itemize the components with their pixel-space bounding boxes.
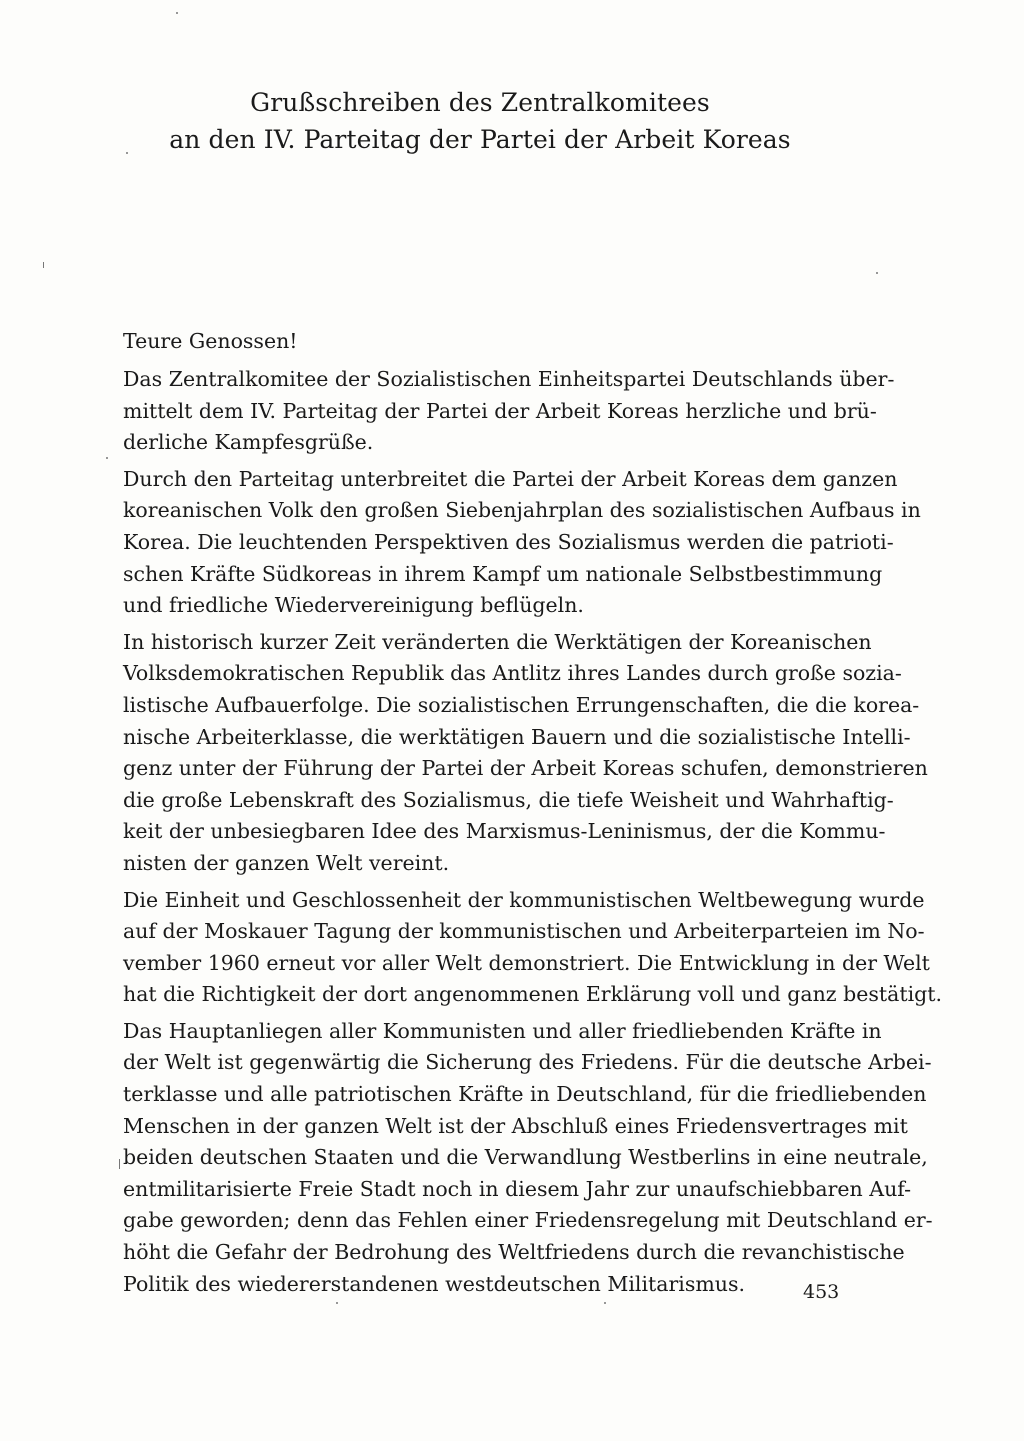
print-speck <box>176 12 178 14</box>
paragraph <box>123 364 895 459</box>
print-speck <box>106 457 108 459</box>
paragraphs <box>123 364 943 1300</box>
text-line: keit der unbesiegbaren Idee des Marxismus-Leninismus, der die Kommu- <box>123 819 886 844</box>
paragraph <box>123 627 928 880</box>
page-number: 453 <box>803 1281 840 1303</box>
text-line: terklasse und alle patriotischen Kräfte in Deutschland, für die friedliebenden <box>123 1082 927 1107</box>
text-line: Das Zentralkomitee der Sozialistischen Einheitspartei Deutschlands über- <box>123 367 895 391</box>
text-line: vember 1960 erneut vor aller Welt demonstriert. Die Entwicklung in der Welt <box>123 950 930 975</box>
text-line: der Welt ist gegenwärtig die Sicherung des Friedens. Für die deutsche Arbei- <box>123 1050 932 1075</box>
text-line: Volksdemokratischen Republik das Antlitz ihres Landes durch große sozia- <box>123 661 902 686</box>
text-line: Menschen in der ganzen Welt ist der Abschluß eines Friedensvertrages mit <box>123 1113 908 1138</box>
title-line: Grußschreiben des Zentralkomitees <box>250 88 710 117</box>
text-line: entmilitarisierte Freie Stadt noch in diesem Jahr zur unaufschiebbaren Auf- <box>123 1176 912 1201</box>
print-speck <box>604 1302 606 1304</box>
salutation: Teure Genossen! <box>123 329 298 353</box>
text-line: Durch den Parteitag unterbreitet die Partei der Arbeit Koreas dem ganzen <box>123 466 898 491</box>
text-line: koreanischen Volk den großen Siebenjahrplan des sozialistischen Aufbaus in <box>123 498 921 523</box>
document-title <box>160 84 800 158</box>
text-line: hat die Richtigkeit der dort angenommenen Erklärung voll und ganz bestätigt. <box>123 982 943 1007</box>
text-line: die große Lebenskraft des Sozialismus, die tiefe Weisheit und Wahrhaftig- <box>123 787 894 812</box>
text-line: beiden deutschen Staaten und die Verwandlung Westberlins in eine neutrale, <box>123 1145 928 1170</box>
print-speck <box>119 1159 120 1169</box>
print-speck <box>876 272 878 274</box>
text-line: höht die Gefahr der Bedrohung des Weltfriedens durch die revanchistische <box>123 1240 905 1265</box>
text-line: schen Kräfte Südkoreas in ihrem Kampf um nationale Selbstbestimmung <box>123 561 883 586</box>
text-line: Die Einheit und Geschlossenheit der kommunistischen Weltbewegung wurde <box>123 887 925 912</box>
text-line: nische Arbeiterklasse, die werktätigen Bauern und die sozialistische Intelli- <box>123 724 911 749</box>
text-line: gabe geworden; denn das Fehlen einer Friedensregelung mit Deutschland er- <box>123 1208 933 1233</box>
text-line: auf der Moskauer Tagung der kommunistischen und Arbeiterparteien im No- <box>123 919 925 944</box>
text-line: In historisch kurzer Zeit veränderten die Werktätigen der Koreanischen <box>123 629 872 654</box>
text-line: derliche Kampfesgrüße. <box>123 430 374 455</box>
text-line: und friedliche Wiedervereinigung beflügeln. <box>123 593 584 618</box>
document-body <box>123 325 943 1305</box>
text-line: mittelt dem IV. Parteitag der Partei der Arbeit Koreas herzliche und brü- <box>123 398 877 423</box>
text-line: genz unter der Führung der Partei der Arbeit Koreas schufen, demonstrieren <box>123 756 928 781</box>
title-line: an den IV. Parteitag der Partei der Arbeit Koreas <box>169 125 791 154</box>
print-speck <box>126 152 128 154</box>
paragraph <box>123 885 943 1011</box>
print-speck <box>43 262 44 268</box>
text-line: Das Hauptanliegen aller Kommunisten und aller friedliebenden Kräfte in <box>123 1018 882 1043</box>
text-line: Korea. Die leuchtenden Perspektiven des Sozialismus werden die patrioti- <box>123 529 894 554</box>
paragraph <box>123 1016 933 1300</box>
text-line: Politik des wiedererstandenen westdeutschen Militarismus. <box>123 1271 746 1296</box>
text-line: listische Aufbauerfolge. Die sozialistischen Errungenschaften, die die korea- <box>123 692 920 717</box>
text-line: nisten der ganzen Welt vereint. <box>123 850 450 875</box>
paragraph <box>123 464 921 622</box>
print-speck <box>336 1302 338 1304</box>
